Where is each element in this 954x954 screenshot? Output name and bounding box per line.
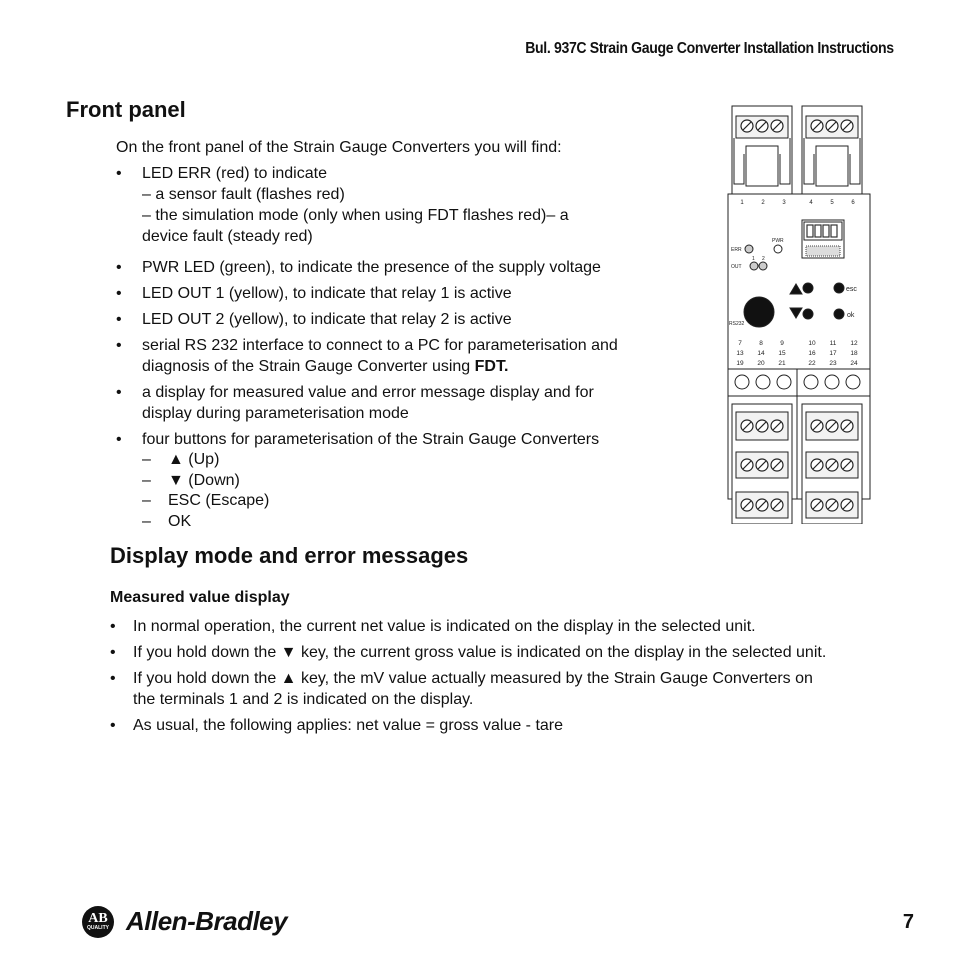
display-bullet-3: • If you hold down the ▲ key, the mV value actually measured by the Strain Gauge Converters on the terminals 1 and 2 is indicated on the display. xyxy=(110,668,910,710)
terminal-number-2: 2 xyxy=(761,200,765,206)
front-panel-heading: Front panel xyxy=(66,97,186,122)
terminal-number: 11 xyxy=(829,340,837,347)
terminal-number: 21 xyxy=(778,360,786,367)
terminal-number: 10 xyxy=(808,340,816,347)
terminal-number-3: 3 xyxy=(782,200,786,206)
terminal-number: 15 xyxy=(778,350,786,357)
terminal-number: 23 xyxy=(829,360,837,367)
list-item-err: • LED ERR (red) to indicate – a sensor fault (flashes red) – the simulation mode (only when using FDT flashes red)– a device fault (steady red) xyxy=(116,163,686,247)
out1-number: 1 xyxy=(752,256,755,262)
terminal-number: 18 xyxy=(850,350,858,357)
list-item-pwr: • PWR LED (green), to indicate the presence of the supply voltage xyxy=(116,257,686,278)
esc-label: esc xyxy=(846,286,857,293)
terminal-number: 9 xyxy=(780,340,784,347)
list-item-serial: • serial RS 232 interface to connect to a PC for parameterisation and diagnosis of the Strain Gauge Converter using FDT. xyxy=(116,335,686,377)
terminal-number: 17 xyxy=(829,350,837,357)
terminal-number: 13 xyxy=(736,350,744,357)
rs232-label: RS232 xyxy=(729,321,745,327)
list-item-out1: • LED OUT 1 (yellow), to indicate that relay 1 is active xyxy=(116,283,686,304)
button-ok-item: – OK xyxy=(142,512,686,533)
measured-value-subheading: Measured value display xyxy=(110,589,290,606)
button-esc-item: – ESC (Escape) xyxy=(142,491,686,512)
allen-bradley-logo-icon: AB QUALITY xyxy=(82,906,114,938)
terminal-number: 14 xyxy=(757,350,765,357)
buttons-sublist xyxy=(116,450,686,532)
ok-label: ok xyxy=(847,312,855,319)
page-number: 7 xyxy=(902,911,914,933)
terminal-number: 19 xyxy=(736,360,744,367)
terminal-number: 12 xyxy=(850,340,858,347)
terminal-number: 7 xyxy=(738,340,742,347)
display-bullet-4: • As usual, the following applies: net value = gross value - tare xyxy=(110,715,910,736)
terminal-number: 8 xyxy=(759,340,763,347)
brand-name: Allen-Bradley xyxy=(126,906,288,936)
display-mode-heading: Display mode and error messages xyxy=(110,543,469,568)
display-bullet-1: • In normal operation, the current net value is indicated on the display in the selected unit. xyxy=(110,616,910,637)
terminal-number-4: 4 xyxy=(809,200,813,206)
terminal-number: 22 xyxy=(808,360,816,367)
converter-front-panel-drawing xyxy=(724,104,874,524)
terminal-number: 20 xyxy=(757,360,765,367)
display-mode-list xyxy=(110,616,910,736)
document-header-title: Bul. 937C Strain Gauge Converter Installation Instructions xyxy=(525,40,894,57)
terminal-number: 16 xyxy=(808,350,816,357)
terminal-number-5: 5 xyxy=(830,200,834,206)
front-panel-intro: On the front panel of the Strain Gauge Converters you will find: xyxy=(116,139,562,156)
list-item-display: • a display for measured value and error message display and for display during parameterisation mode xyxy=(116,382,686,424)
front-panel-list xyxy=(116,163,686,532)
terminal-number-6: 6 xyxy=(851,200,855,206)
led-pwr-label: PWR xyxy=(772,238,784,244)
out2-number: 2 xyxy=(762,256,765,262)
terminal-number: 24 xyxy=(850,360,858,367)
led-err-label: ERR xyxy=(731,247,742,253)
terminal-number-1: 1 xyxy=(740,200,744,206)
button-down-item: – ▼ (Down) xyxy=(142,471,686,492)
display-bullet-2: • If you hold down the ▼ key, the current gross value is indicated on the display in the selected unit. xyxy=(110,642,910,663)
led-out-label: OUT xyxy=(731,264,742,270)
list-item-buttons: • four buttons for parameterisation of the Strain Gauge Converters – ▲ (Up) – ▼ (Down) – ESC (Escape) – OK xyxy=(116,429,686,532)
button-up-item: – ▲ (Up) xyxy=(142,450,686,471)
list-item-out2: • LED OUT 2 (yellow), to indicate that relay 2 is active xyxy=(116,309,686,330)
